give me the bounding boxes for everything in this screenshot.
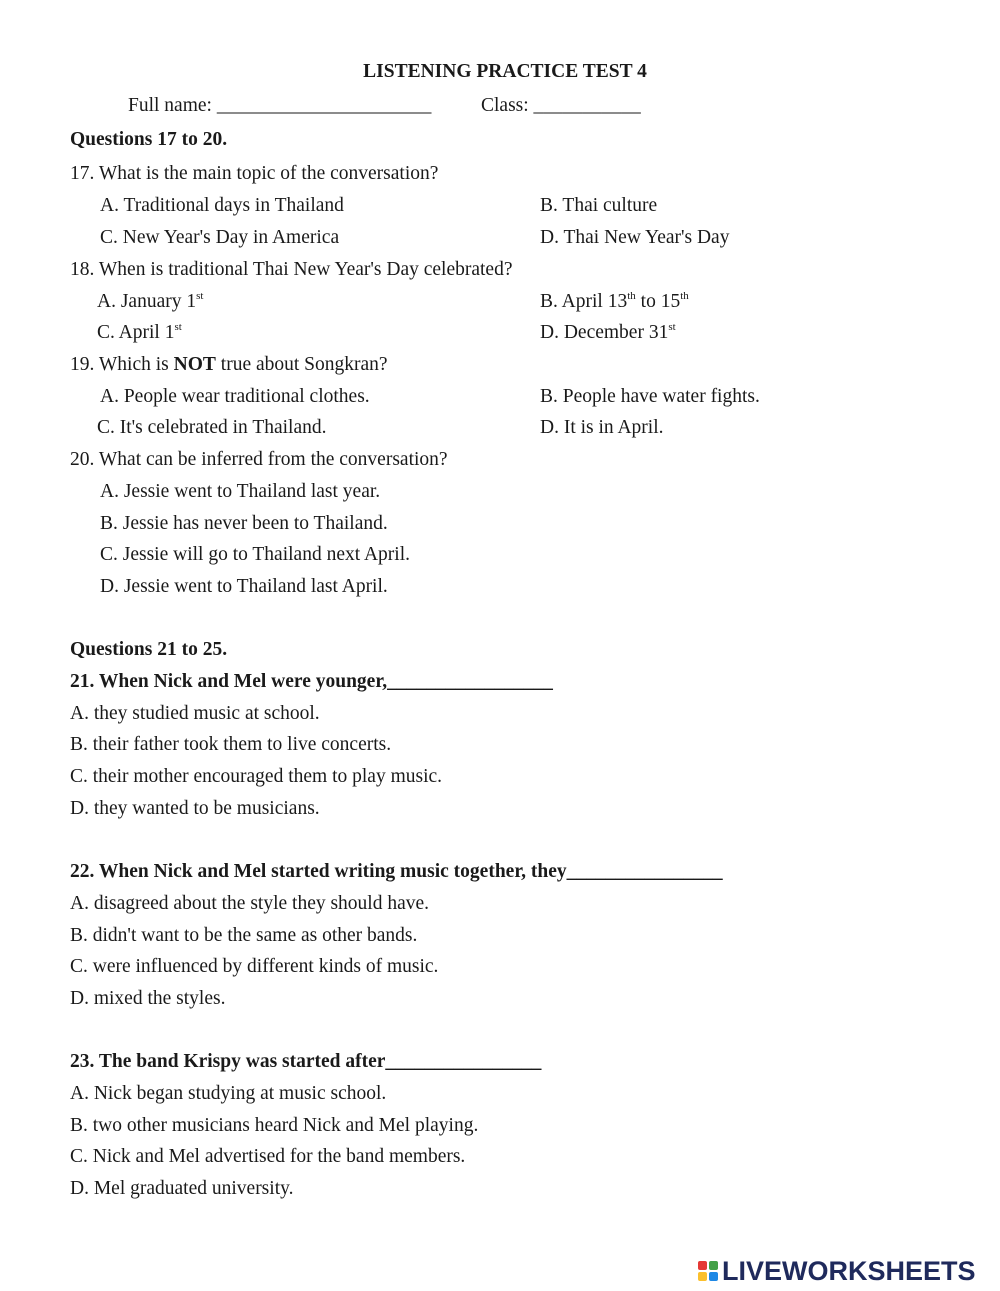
- q18-option-b[interactable]: [540, 292, 689, 312]
- q21-option-c[interactable]: C. their mother encouraged them to play music.: [70, 766, 443, 787]
- logo-square-red: [698, 1261, 707, 1270]
- q22-option-a[interactable]: A. disagreed about the style they should have.: [70, 893, 430, 914]
- question-22: 22. When Nick and Mel started writing music together, they________________: [70, 861, 723, 882]
- q18-option-a-text: A. January 1: [97, 291, 197, 312]
- q23-option-c[interactable]: C. Nick and Mel advertised for the band members.: [70, 1146, 466, 1167]
- q18-option-c[interactable]: [97, 323, 182, 343]
- logo-square-blue: [709, 1272, 718, 1281]
- q19-option-a[interactable]: A. People wear traditional clothes.: [100, 386, 370, 407]
- q20-option-a[interactable]: A. Jessie went to Thailand last year.: [100, 481, 381, 502]
- q18-option-d[interactable]: [540, 323, 676, 343]
- q20-option-b[interactable]: B. Jessie has never been to Thailand.: [100, 513, 388, 534]
- q19-stem-pre: 19. Which is: [70, 354, 174, 375]
- q18-option-b-mid: to 15: [635, 291, 681, 312]
- question-21: 21. When Nick and Mel were younger,_________________: [70, 671, 553, 692]
- question-19: [70, 355, 388, 375]
- q23-option-a[interactable]: A. Nick began studying at music school.: [70, 1083, 387, 1104]
- q18-option-c-sup: st: [174, 321, 182, 333]
- logo-text: LIVEWORKSHEETS: [722, 1255, 976, 1286]
- question-18: 18. When is traditional Thai New Year's Day celebrated?: [70, 259, 513, 280]
- full-name-field[interactable]: Full name: ______________________: [128, 95, 432, 116]
- q18-option-d-sup: st: [668, 321, 676, 333]
- q18-option-b-text: B. April 13: [540, 291, 628, 312]
- q19-stem-emphasis: NOT: [173, 354, 216, 375]
- section-heading: Questions 21 to 25.: [70, 639, 228, 660]
- q17-option-c[interactable]: C. New Year's Day in America: [100, 227, 340, 248]
- q20-option-c[interactable]: C. Jessie will go to Thailand next April.: [100, 544, 410, 565]
- q19-option-b[interactable]: B. People have water fights.: [540, 386, 760, 407]
- q18-option-a[interactable]: [97, 292, 203, 312]
- logo-square-green: [709, 1261, 718, 1270]
- page-title: LISTENING PRACTICE TEST 4: [363, 61, 647, 82]
- q22-option-d[interactable]: D. mixed the styles.: [70, 988, 226, 1009]
- q17-option-d[interactable]: D. Thai New Year's Day: [540, 227, 730, 248]
- question-20: 20. What can be inferred from the conversation?: [70, 449, 448, 470]
- q19-option-c[interactable]: C. It's celebrated in Thailand.: [97, 417, 327, 438]
- q23-option-b[interactable]: B. two other musicians heard Nick and Mel playing.: [70, 1115, 479, 1136]
- q22-option-b[interactable]: B. didn't want to be the same as other bands.: [70, 925, 418, 946]
- q19-option-d[interactable]: D. It is in April.: [540, 417, 664, 438]
- q18-option-b-sup1: th: [627, 290, 636, 302]
- q21-option-a[interactable]: A. they studied music at school.: [70, 703, 320, 724]
- q18-option-b-sup2: th: [680, 290, 689, 302]
- q18-option-c-text: C. April 1: [97, 322, 175, 343]
- liveworksheets-logo[interactable]: [698, 1255, 976, 1286]
- q22-option-c[interactable]: C. were influenced by different kinds of music.: [70, 956, 439, 977]
- q18-option-d-text: D. December 31: [540, 322, 669, 343]
- q21-option-d[interactable]: D. they wanted to be musicians.: [70, 798, 320, 819]
- q23-option-d[interactable]: D. Mel graduated university.: [70, 1178, 294, 1199]
- q21-option-b[interactable]: B. their father took them to live concerts.: [70, 734, 392, 755]
- q20-option-d[interactable]: D. Jessie went to Thailand last April.: [100, 576, 388, 597]
- question-17: 17. What is the main topic of the conversation?: [70, 163, 439, 184]
- class-field[interactable]: Class: ___________: [481, 95, 641, 116]
- q17-option-b[interactable]: B. Thai culture: [540, 195, 658, 216]
- q18-option-a-sup: st: [196, 290, 204, 302]
- q17-option-a[interactable]: A. Traditional days in Thailand: [100, 195, 344, 216]
- q19-stem-post: true about Songkran?: [215, 354, 388, 375]
- logo-grid-icon: [698, 1261, 718, 1281]
- section-heading: Questions 17 to 20.: [70, 129, 228, 150]
- question-23: 23. The band Krispy was started after________________: [70, 1051, 542, 1072]
- logo-square-yellow: [698, 1272, 707, 1281]
